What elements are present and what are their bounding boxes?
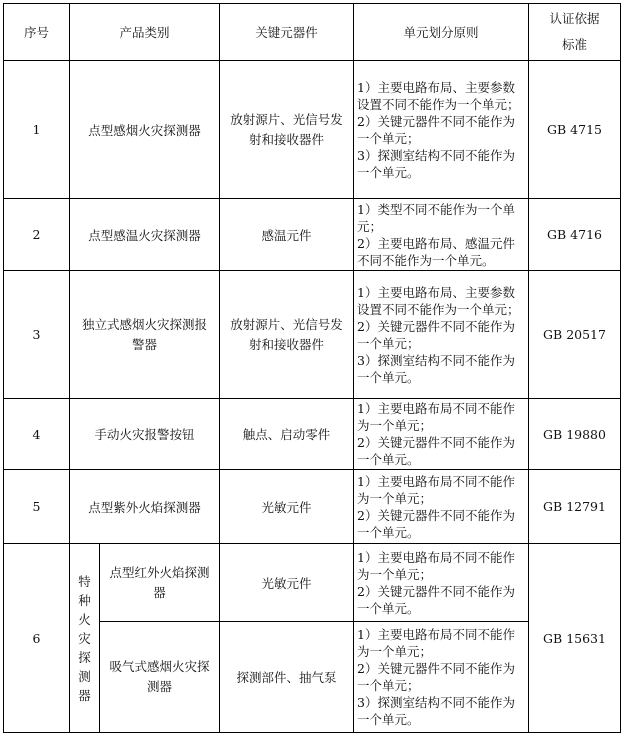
group-label: 特种火灾探测器 [78, 573, 91, 703]
table-row [4, 399, 621, 470]
rule-line: 1）主要电路布局不同不能作为一个单元； [357, 549, 515, 582]
header-seq: 序号 [4, 4, 70, 61]
rule-line: 2）关键元器件不同不能作为一个单元。 [357, 435, 515, 467]
rule-line: 3）探测室结构不同不能作为一个单元。 [357, 695, 515, 727]
header-standard: 认证依据标准 [529, 4, 621, 61]
component-cell: 触点、启动零件 [220, 399, 354, 470]
table-row [4, 61, 621, 199]
group-label-cell [70, 544, 100, 733]
header-rule: 单元划分原则 [354, 4, 529, 61]
component-cell: 光敏元件 [220, 544, 354, 622]
rule-line: 3）探测室结构不同不能作为一个单元。 [357, 352, 515, 385]
category-cell: 点型紫外火焰探测器 [70, 470, 220, 544]
category-cell: 手动火灾报警按钮 [70, 399, 220, 470]
table-row [4, 271, 621, 399]
rule-cell [354, 470, 529, 544]
header-row [4, 4, 621, 61]
standard-cell: GB 19880 [529, 399, 621, 470]
rule-cell [354, 61, 529, 199]
standard-cell: GB 15631 [529, 544, 621, 733]
standard-cell: GB 4715 [529, 61, 621, 199]
rule-line: 1）主要电路布局、主要参数设置不同不能作为一个单元； [357, 79, 520, 112]
rule-cell [354, 399, 529, 470]
standard-cell: GB 12791 [529, 470, 621, 544]
table-row [4, 544, 621, 622]
seq-cell: 1 [4, 61, 70, 199]
standard-cell: GB 20517 [529, 271, 621, 399]
component-cell: 放射源片、光信号发射和接收器件 [220, 61, 354, 199]
category-cell: 点型感烟火灾探测器 [70, 61, 220, 199]
category-cell: 点型红外火焰探测器 [100, 544, 220, 622]
seq-cell: 2 [4, 199, 70, 271]
rule-cell [354, 199, 529, 271]
category-cell: 吸气式感烟火灾探测器 [100, 622, 220, 733]
header-category: 产品类别 [70, 4, 220, 61]
category-cell: 独立式感烟火灾探测报警器 [70, 271, 220, 399]
rule-line: 1）主要电路布局不同不能作为一个单元； [357, 473, 515, 506]
rule-cell [354, 544, 529, 622]
table-row [4, 470, 621, 544]
rule-line: 2）主要电路布局、感温元件不同不能作为一个单元。 [357, 235, 515, 268]
rule-line: 1）主要电路布局不同不能作为一个单元； [357, 401, 515, 433]
rule-line: 1）主要电路布局、主要参数设置不同不能作为一个单元； [357, 284, 520, 317]
standard-cell: GB 4716 [529, 199, 621, 271]
rule-cell [354, 622, 529, 733]
rule-line: 1）类型不同不能作为一个单元； [357, 201, 515, 234]
seq-cell: 4 [4, 399, 70, 470]
component-cell: 放射源片、光信号发射和接收器件 [220, 271, 354, 399]
rule-line: 2）关键元器件不同不能作为一个单元； [357, 661, 515, 693]
rule-cell [354, 271, 529, 399]
rule-line: 3）探测室结构不同不能作为一个单元。 [357, 147, 515, 180]
rule-line: 1）主要电路布局不同不能作为一个单元； [357, 627, 515, 659]
component-cell: 感温元件 [220, 199, 354, 271]
component-cell: 光敏元件 [220, 470, 354, 544]
certification-table [3, 3, 621, 733]
rule-line: 2）关键元器件不同不能作为一个单元； [357, 113, 515, 146]
component-cell: 探测部件、抽气泵 [220, 622, 354, 733]
rule-line: 2）关键元器件不同不能作为一个单元； [357, 318, 515, 351]
category-cell: 点型感温火灾探测器 [70, 199, 220, 271]
rule-line: 2）关键元器件不同不能作为一个单元。 [357, 583, 515, 616]
seq-cell: 3 [4, 271, 70, 399]
seq-cell: 5 [4, 470, 70, 544]
seq-cell: 6 [4, 544, 70, 733]
table-row [4, 199, 621, 271]
header-component: 关键元器件 [220, 4, 354, 61]
rule-line: 2）关键元器件不同不能作为一个单元。 [357, 507, 515, 540]
